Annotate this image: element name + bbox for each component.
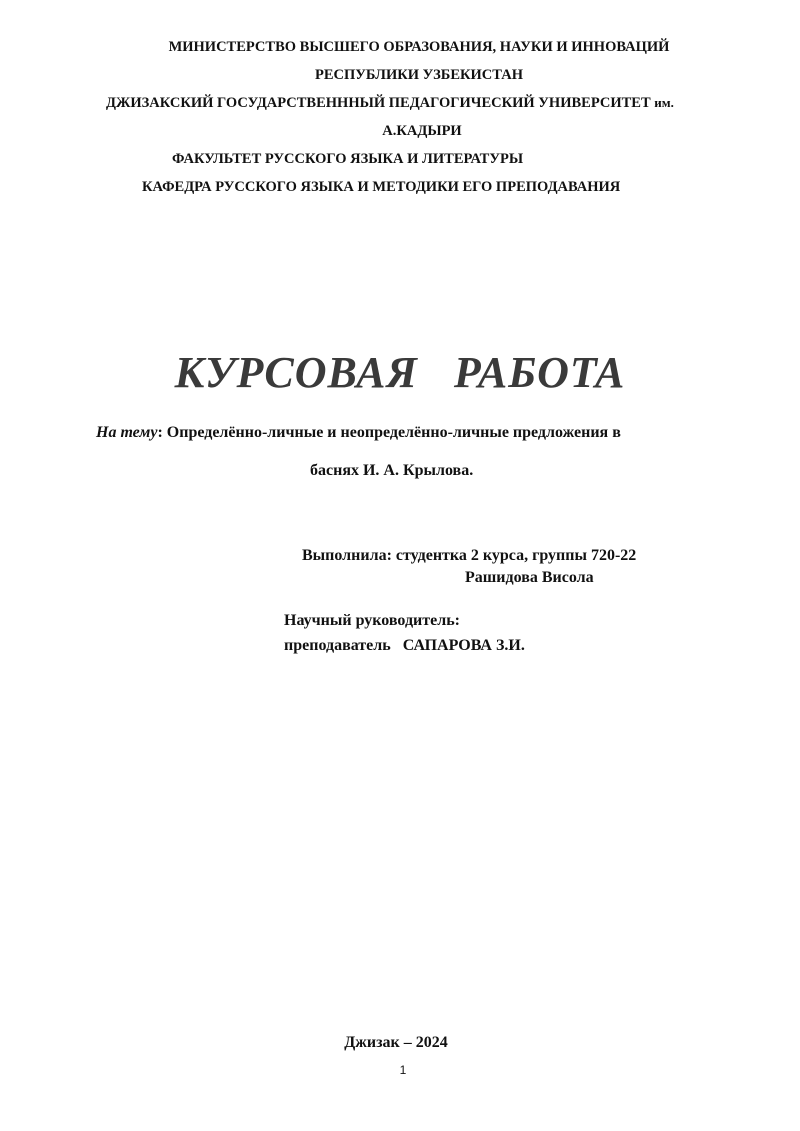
university-name: ДЖИЗАКСКИЙ ГОСУДАРСТВЕНННЫЙ ПЕДАГОГИЧЕСКИЙ УНИВЕРСИТЕТ [106,95,651,111]
supervisor-label: Научный руководитель: [284,612,460,629]
topic-text-1: : Определённо-личные и неопределённо-личные предложения в [157,424,621,441]
university-line [106,94,674,112]
topic-prefix: На тему [96,424,158,441]
author-name: Рашидова Висола [465,569,594,586]
author-line: Выполнила: студентка 2 курса, группы 720-22 [302,547,637,564]
supervisor-line: преподаватель САПАРОВА З.И. [284,637,525,654]
topic-line-2: баснях И. А. Крылова. [310,462,474,479]
university-name-line2: А.КАДЫРИ [382,123,462,139]
department-line: КАФЕДРА РУССКОГО ЯЗЫКА И МЕТОДИКИ ЕГО ПРЕПОДАВАНИЯ [142,179,621,195]
faculty-line: ФАКУЛЬТЕТ РУССКОГО ЯЗЫКА И ЛИТЕРАТУРЫ [172,151,524,167]
document-title: КУРСОВАЯ РАБОТА [174,348,626,397]
ministry-line: МИНИСТЕРСТВО ВЫСШЕГО ОБРАЗОВАНИЯ, НАУКИ И ИННОВАЦИЙ [168,39,670,55]
republic-line: РЕСПУБЛИКИ УЗБЕКИСТАН [315,67,523,83]
topic-line-1 [96,423,621,443]
page-number: 1 [399,1063,407,1077]
university-suffix: им. [654,95,674,110]
city-year: Джизак – 2024 [344,1034,448,1051]
